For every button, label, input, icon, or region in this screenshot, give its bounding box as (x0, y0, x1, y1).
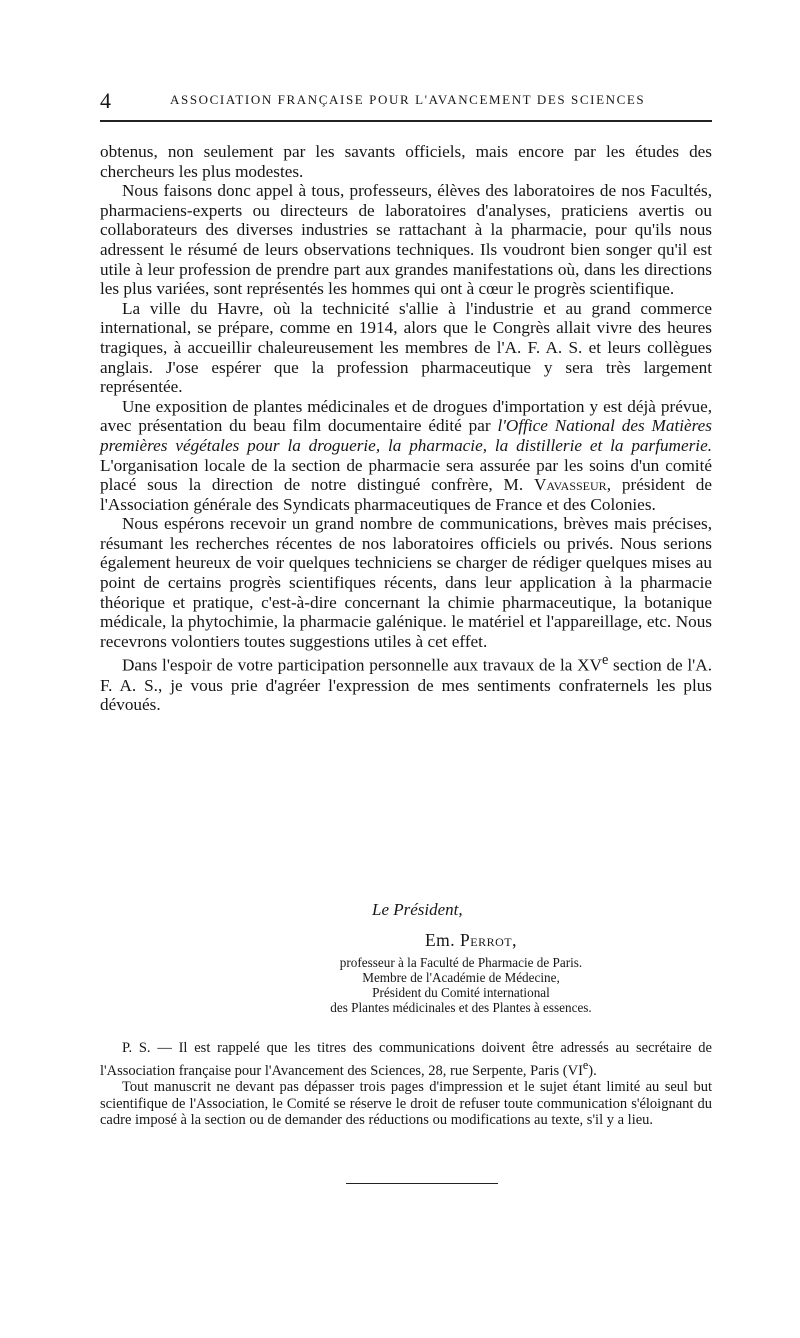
signature-name (100, 930, 712, 951)
page-number: 4 (100, 88, 111, 113)
letter-body (100, 142, 712, 715)
office-name-italic: l'Office National des Matières premières végétales pour la droguerie, la pharmacie, la distillerie et la parfumerie. (100, 416, 712, 455)
paragraph-4 (100, 397, 712, 515)
paragraph-4-text-a: Une exposition de plantes médicinales et de drogues d'importation y est déjà prévue, avec présentation du beau film documentaire édité par (100, 396, 712, 436)
paragraph-5: Nous espérons recevoir un grand nombre de communications, brèves mais précises, résumant les recherches récentes de nos laboratoires officiels ou privés. Nous serions également heureux de voir quelques techniciens se charger de rédiger quelques mises au point de certains progrès scientifiques récents, dans leur application à la pharmacie théorique et pratique, c'est-à-dire concernant la chimie pharmaceutique, la botanique médicale, la phytochimie, la pharmacie galénique. le matériel et l'appareillage, etc. Nous recevrons volontiers toutes suggestions utiles à cet effet. (100, 514, 712, 651)
paragraph-1: obtenus, non seulement par les savants officiels, mais encore par les études des chercheurs les plus modestes. (100, 142, 712, 181)
signature-line-2: Membre de l'Académie de Médecine, (362, 970, 560, 985)
paragraph-3: La ville du Havre, où la technicité s'allie à l'industrie et au grand commerce international, se prépare, comme en 1914, alors que le Congrès allait vivre des heures tragiques, à accueillir chaleureusement les membres de l'A. F. A. S. et leurs collègues anglais. J'ose espérer que la profession pharmaceutique y sera très largement représentée. (100, 298, 712, 397)
signature-surname: Perrot (460, 930, 513, 950)
paragraph-6 (100, 651, 712, 715)
signature-role: Le Président, (372, 900, 463, 919)
signature-line-4: des Plantes médicinales et des Plantes à essences. (330, 1000, 592, 1015)
signature-name-suffix: , (512, 930, 517, 950)
paragraph-2: Nous faisons donc appel à tous, professeurs, élèves des laboratoires de nos Facultés, pharmaciens-experts ou directeurs de laboratoires d'analyses, praticiens avertis ou collaborateurs des diverses industries se rattachant à la pharmacie, pour qu'ils nous adressent le résumé de leurs observations techniques. Ils voudront bien songer qu'il est utile à leur profession de prendre part aux grandes manifestations où, dans les directions les plus variées, sont représentés les hommes qui ont à cœur le progrès scientifique. (100, 181, 712, 299)
running-header: ASSOCIATION FRANÇAISE POUR L'AVANCEMENT DES SCIENCES (170, 92, 646, 107)
postscript-text-a: P. S. — Il est rappelé que les titres des communications doivent être adressés au secrétaire de l'Association française pour l'Avancement des Sciences, 28, rue Serpente, Paris (VI (100, 1040, 712, 1079)
postscript-text-b: ). (588, 1062, 597, 1079)
postscript-paragraph-1 (100, 1040, 712, 1079)
signature-titles (100, 955, 712, 1015)
postscript-superscript: e (582, 1057, 589, 1072)
postscript (100, 1040, 712, 1129)
signature-line-1: professeur à la Faculté de Pharmacie de Paris. (339, 955, 583, 970)
signature-line-3: Président du Comité international (372, 985, 550, 1000)
signature-name-prefix: Em. (424, 930, 461, 950)
end-rule (346, 1183, 498, 1184)
vavasseur-name: Vavasseur (534, 475, 607, 495)
header-rule (100, 120, 712, 122)
paragraph-4-text-b: L'organisation locale de la section de pharmacie sera assurée par les soins d'un comité placé sous la direction de notre distingué confrère, M. (100, 455, 712, 495)
postscript-paragraph-2: Tout manuscrit ne devant pas dépasser trois pages d'impression et le sujet étant limité au seul but scientifique de l'Association, le Comité se réserve le droit de refuser toute communication s'éloignant du cadre imposé à la section ou de demander des réductions ou modifications au texte, s'il y a lieu. (100, 1079, 712, 1129)
paragraph-6-text-a: Dans l'espoir de votre participation personnelle aux travaux de la XV (122, 656, 602, 676)
superscript-e: e (601, 652, 609, 669)
paragraph-4-text-c: , président de l'Association générale des Syndicats pharmaceutiques de France et des Colonies. (100, 475, 712, 514)
paragraph-6-text-b: section de l'A. F. A. S., je vous prie d'agréer l'expression de mes sentiments confraternels les plus dévoués. (100, 656, 712, 715)
